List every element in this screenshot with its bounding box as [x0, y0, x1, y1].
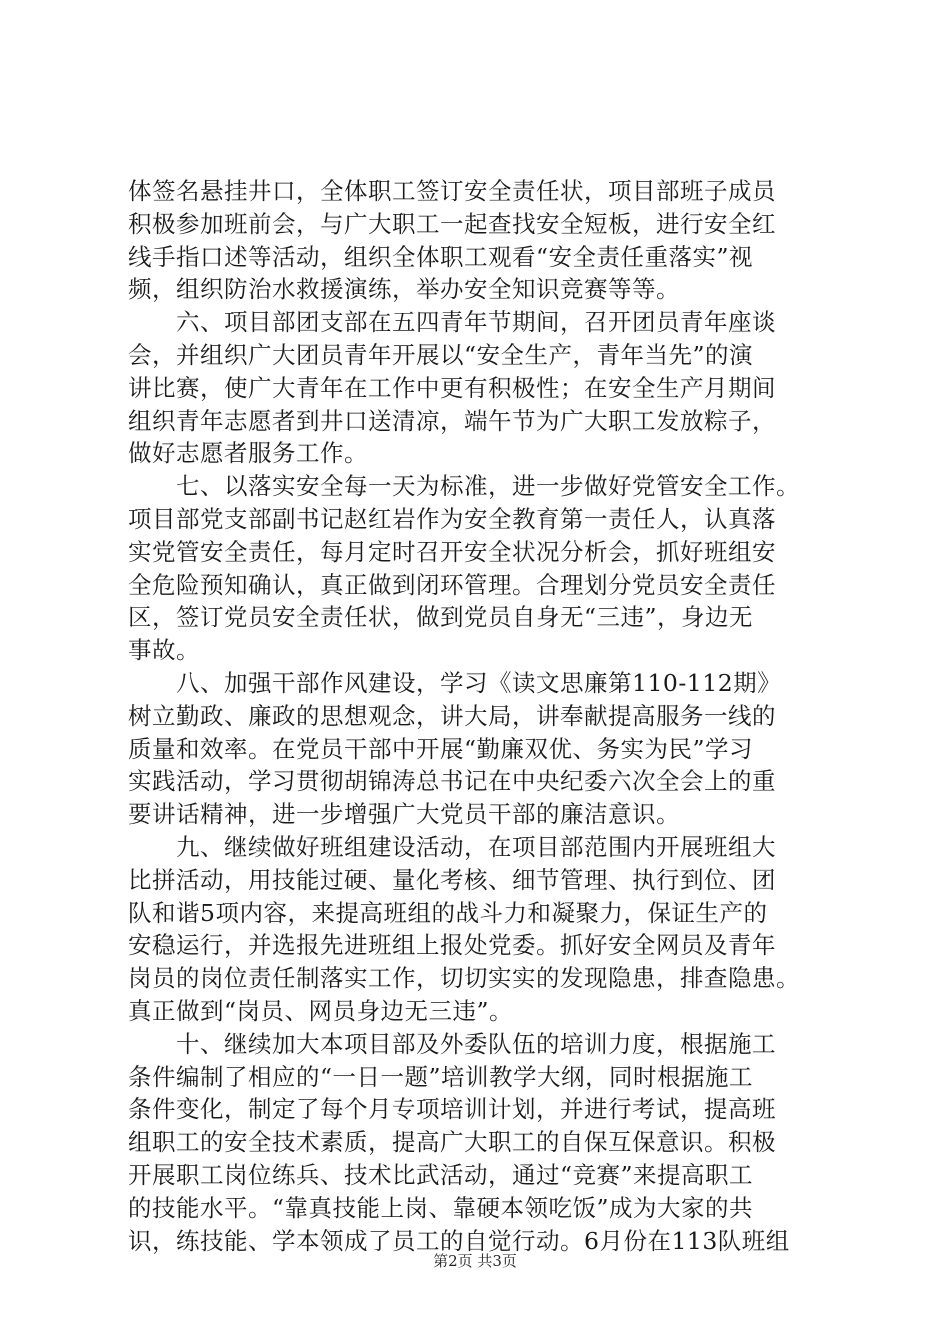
text-line: 项目部党支部副书记赵红岩作为安全教育第一责任人，认真落 [128, 504, 776, 533]
text-line: 安稳运行，并选报先进班组上报处党委。抓好安全网员及青年 [128, 931, 776, 960]
text-line: 全危险预知确认，真正做到闭环管理。合理划分党员安全责任 [128, 570, 776, 599]
text-line: 树立勤政、廉政的思想观念，讲大局，讲奉献提高服务一线的 [128, 701, 776, 730]
text-line: 队和谐5项内容，来提高班组的战斗力和凝聚力，保证生产的 [128, 898, 768, 927]
text-line: 六、项目部团支部在五四青年节期间，召开团员青年座谈 [128, 308, 776, 337]
text-line: 体签名悬挂井口，全体职工签订安全责任状，项目部班子成员 [128, 177, 776, 205]
text-line: 要讲话精神，进一步增强广大党员干部的廉洁意识。 [128, 800, 680, 829]
text-line: 七、以落实安全每一天为标准，进一步做好党管安全工作。 [128, 472, 800, 501]
text-line: 开展职工岗位练兵、技术比武活动，通过“竞赛”来提高职工 [128, 1160, 754, 1189]
text-line: 条件变化，制定了每个月专项培训计划，并进行考试，提高班 [128, 1095, 776, 1124]
text-line: 岗员的岗位责任制落实工作，切切实实的发现隐患，排查隐患。 [128, 964, 800, 993]
text-line: 真正做到“岗员、网员身边无三违”。 [128, 996, 514, 1025]
text-line: 组织青年志愿者到井口送清凉，端午节为广大职工发放粽子， [128, 406, 776, 435]
text-line: 实党管安全责任，每月定时召开安全状况分析会，抓好班组安 [128, 537, 776, 566]
text-line: 条件编制了相应的“一日一题”培训教学大纲，同时根据施工 [128, 1062, 754, 1091]
text-line: 积极参加班前会，与广大职工一起查找安全短板，进行安全红 [128, 209, 776, 238]
text-line: 做好志愿者服务工作。 [128, 439, 368, 468]
text-line: 十、继续加大本项目部及外委队伍的培训力度，根据施工 [128, 1029, 776, 1058]
text-line: 的技能水平。“靠真技能上岗、靠硬本领吃饭”成为大家的共 [128, 1193, 754, 1222]
text-line: 组职工的安全技术素质，提高广大职工的自保互保意识。积极 [128, 1128, 776, 1157]
text-line: 质量和效率。在党员干部中开展“勤廉双优、务实为民”学习 [128, 734, 754, 763]
document-body [128, 175, 828, 1257]
text-line: 会，并组织广大团员青年开展以“安全生产，青年当先”的演 [128, 340, 754, 369]
text-line: 八、加强干部作风建设，学习《读文思廉第110-112期》 [128, 668, 782, 697]
text-line: 比拼活动，用技能过硬、量化考核、细节管理、执行到位、团 [128, 865, 776, 894]
text-line: 实践活动，学习贯彻胡锦涛总书记在中央纪委六次全会上的重 [128, 767, 776, 796]
text-line: 讲比赛，使广大青年在工作中更有积极性；在安全生产月期间 [128, 373, 776, 402]
text-line: 区，签订党员安全责任状，做到党员自身无“三违”，身边无 [128, 603, 754, 632]
text-line: 识，练技能、学本领成了员工的自觉行动。6月份在113队班组 [128, 1226, 790, 1255]
text-line: 频，组织防治水救援演练，举办安全知识竞赛等等。 [128, 275, 680, 304]
text-line: 线手指口述等活动，组织全体职工观看“安全责任重落实”视 [128, 242, 754, 271]
text-line: 九、继续做好班组建设活动，在项目部范围内开展班组大 [128, 832, 776, 861]
page-footer: 第2页 共3页 [433, 1252, 517, 1270]
text-line: 事故。 [128, 636, 200, 665]
